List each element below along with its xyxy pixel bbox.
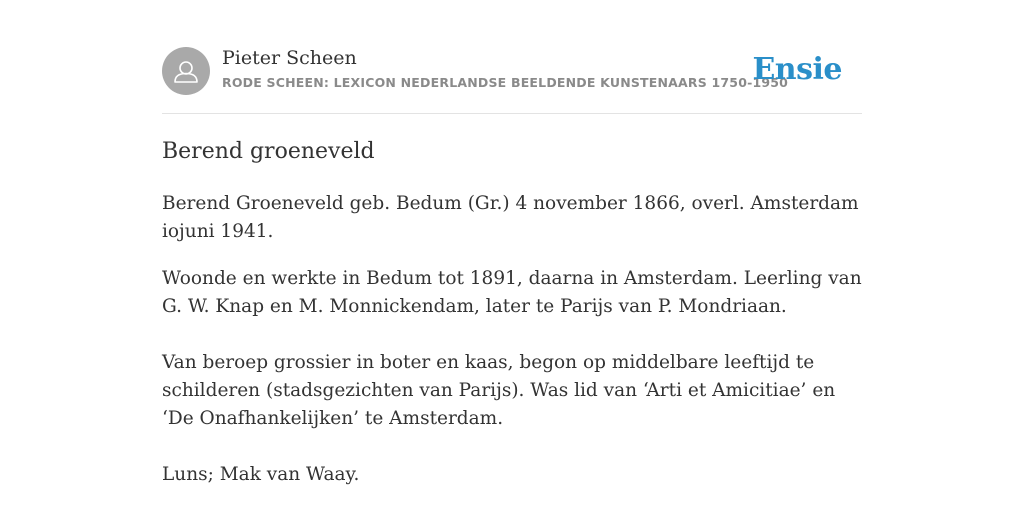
source-title[interactable]: RODE SCHEEN: LEXICON NEDERLANDSE BEELDENDE KUNSTENAARS 1750-1950 <box>222 75 789 90</box>
article-paragraph-4: Luns; Mak van Waay. <box>162 464 360 485</box>
article-title: Berend groeneveld <box>162 139 375 164</box>
user-avatar-icon <box>162 47 210 95</box>
ensie-logo[interactable]: Ensie <box>752 52 842 87</box>
author-avatar[interactable] <box>162 47 210 95</box>
article-paragraph-2: Woonde en werkte in Bedum tot 1891, daarna in Amsterdam. Leerling van G. W. Knap en M. Monnickendam, later te Parijs van P. Mondriaan. <box>162 268 862 317</box>
article-paragraph-1: Berend Groeneveld geb. Bedum (Gr.) 4 november 1866, overl. Amsterdam iojuni 1941. <box>162 193 859 242</box>
author-name[interactable]: Pieter Scheen <box>222 47 357 69</box>
article-paragraph-3: Van beroep grossier in boter en kaas, begon op middelbare leeftijd te schilderen (stadsgezichten van Parijs). Was lid van ‘Arti et Amicitiae’ en ‘De Onafhankelijken’ te Amsterdam. <box>162 352 836 429</box>
article-card <box>162 0 862 485</box>
article-header <box>162 0 862 114</box>
